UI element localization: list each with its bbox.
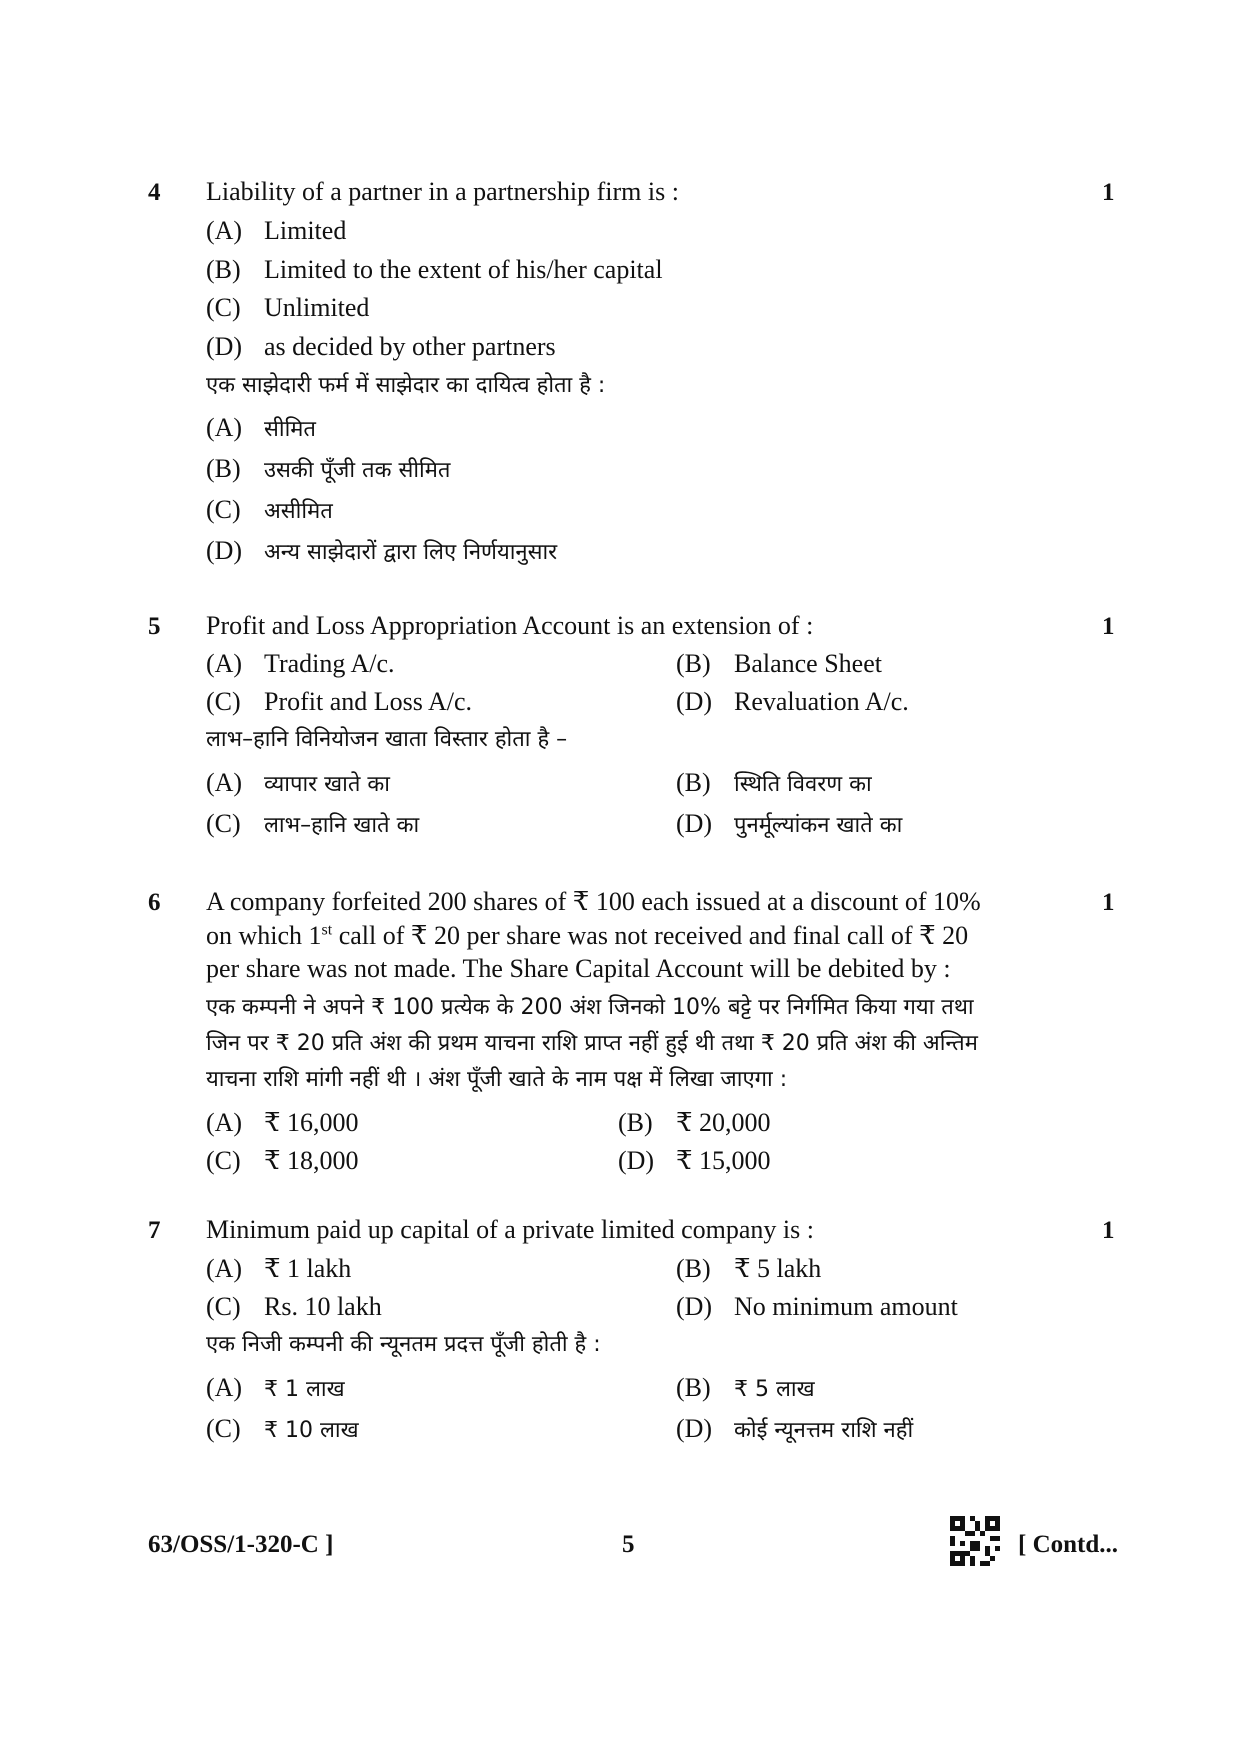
question-7-text: Minimum paid up capital of a private limited company is : — [206, 1215, 814, 1244]
question-6-text-line-3: per share was not made. The Share Capital Account will be debited by : — [206, 954, 951, 983]
question-6-text-hindi-line-2: जिन पर ₹ 20 प्रति अंश की प्रथम याचना राशि प्राप्त नहीं हुई थी तथा ₹ 20 प्रति अंश की अन्तिम — [206, 1031, 978, 1056]
question-5-number: 5 — [148, 613, 161, 640]
q5-option-a-hindi: (A) व्यापार खाते का — [206, 768, 390, 797]
q4-option-a: (A) Limited — [206, 216, 347, 245]
question-4-text-hindi: एक साझेदारी फर्म में साझेदार का दायित्व होता है : — [206, 373, 606, 398]
q7-option-b: (B) ₹ 5 lakh — [676, 1254, 822, 1283]
q5-option-d: (D) Revaluation A/c. — [676, 687, 909, 716]
q4-option-c-hindi: (C) असीमित — [206, 495, 333, 524]
q5-option-b-hindi: (B) स्थिति विवरण का — [676, 768, 872, 797]
question-7-number: 7 — [148, 1217, 161, 1244]
question-4-text: Liability of a partner in a partnership firm is : — [206, 177, 679, 206]
q7-option-d: (D) No minimum amount — [676, 1292, 958, 1321]
question-5-marks: 1 — [1102, 613, 1115, 640]
q6-option-b: (B) ₹ 20,000 — [618, 1108, 771, 1137]
qr-code-icon — [950, 1516, 1000, 1566]
question-6-marks: 1 — [1102, 889, 1115, 916]
question-6-text-line-1: A company forfeited 200 shares of ₹ 100 each issued at a discount of 10% — [206, 887, 981, 916]
q4-option-d: (D) as decided by other partners — [206, 332, 556, 361]
q7-option-c-hindi: (C) ₹ 10 लाख — [206, 1414, 359, 1443]
question-7-marks: 1 — [1102, 1217, 1115, 1244]
q7-option-a-hindi: (A) ₹ 1 लाख — [206, 1373, 345, 1402]
q5-option-b: (B) Balance Sheet — [676, 649, 882, 678]
q6-option-d: (D) ₹ 15,000 — [618, 1146, 771, 1175]
question-6-text-line-2: on which 1st call of ₹ 20 per share was not received and final call of ₹ 20 — [206, 921, 969, 950]
q4-option-c: (C) Unlimited — [206, 293, 370, 322]
q7-option-b-hindi: (B) ₹ 5 लाख — [676, 1373, 815, 1402]
question-6-number: 6 — [148, 889, 161, 916]
question-4-marks: 1 — [1102, 179, 1115, 206]
question-7-text-hindi: एक निजी कम्पनी की न्यूनतम प्रदत्त पूँजी होती है : — [206, 1332, 601, 1357]
q7-option-a: (A) ₹ 1 lakh — [206, 1254, 352, 1283]
q7-option-c: (C) Rs. 10 lakh — [206, 1292, 382, 1321]
q4-option-b-hindi: (B) उसकी पूँजी तक सीमित — [206, 454, 451, 483]
q7-option-d-hindi: (D) कोई न्यूनत्तम राशि नहीं — [676, 1414, 914, 1443]
question-5-text-hindi: लाभ–हानि विनियोजन खाता विस्तार होता है – — [206, 727, 568, 752]
continued-label: [ Contd... — [1018, 1531, 1119, 1558]
q5-option-c-hindi: (C) लाभ–हानि खाते का — [206, 809, 420, 838]
q5-option-c: (C) Profit and Loss A/c. — [206, 687, 472, 716]
question-6-text-hindi-line-3: याचना राशि मांगी नहीं थी । अंश पूँजी खाते के नाम पक्ष में लिखा जाएगा : — [206, 1067, 788, 1092]
page-number: 5 — [622, 1531, 635, 1558]
q4-option-d-hindi: (D) अन्य साझेदारों द्वारा लिए निर्णयानुसार — [206, 536, 558, 565]
q6-option-a: (A) ₹ 16,000 — [206, 1108, 359, 1137]
q6-option-c: (C) ₹ 18,000 — [206, 1146, 359, 1175]
question-5-text: Profit and Loss Appropriation Account is an extension of : — [206, 611, 814, 640]
paper-code: 63/OSS/1-320-C ] — [148, 1531, 334, 1558]
question-6-text-hindi-line-1: एक कम्पनी ने अपने ₹ 100 प्रत्येक के 200 अंश जिनको 10% बट्टे पर निर्गमित किया गया तथा — [206, 995, 974, 1020]
q4-option-b: (B) Limited to the extent of his/her capital — [206, 255, 663, 284]
q4-option-a-hindi: (A) सीमित — [206, 413, 316, 442]
q5-option-a: (A) Trading A/c. — [206, 649, 395, 678]
q5-option-d-hindi: (D) पुनर्मूल्यांकन खाते का — [676, 809, 903, 838]
question-4-number: 4 — [148, 179, 161, 206]
